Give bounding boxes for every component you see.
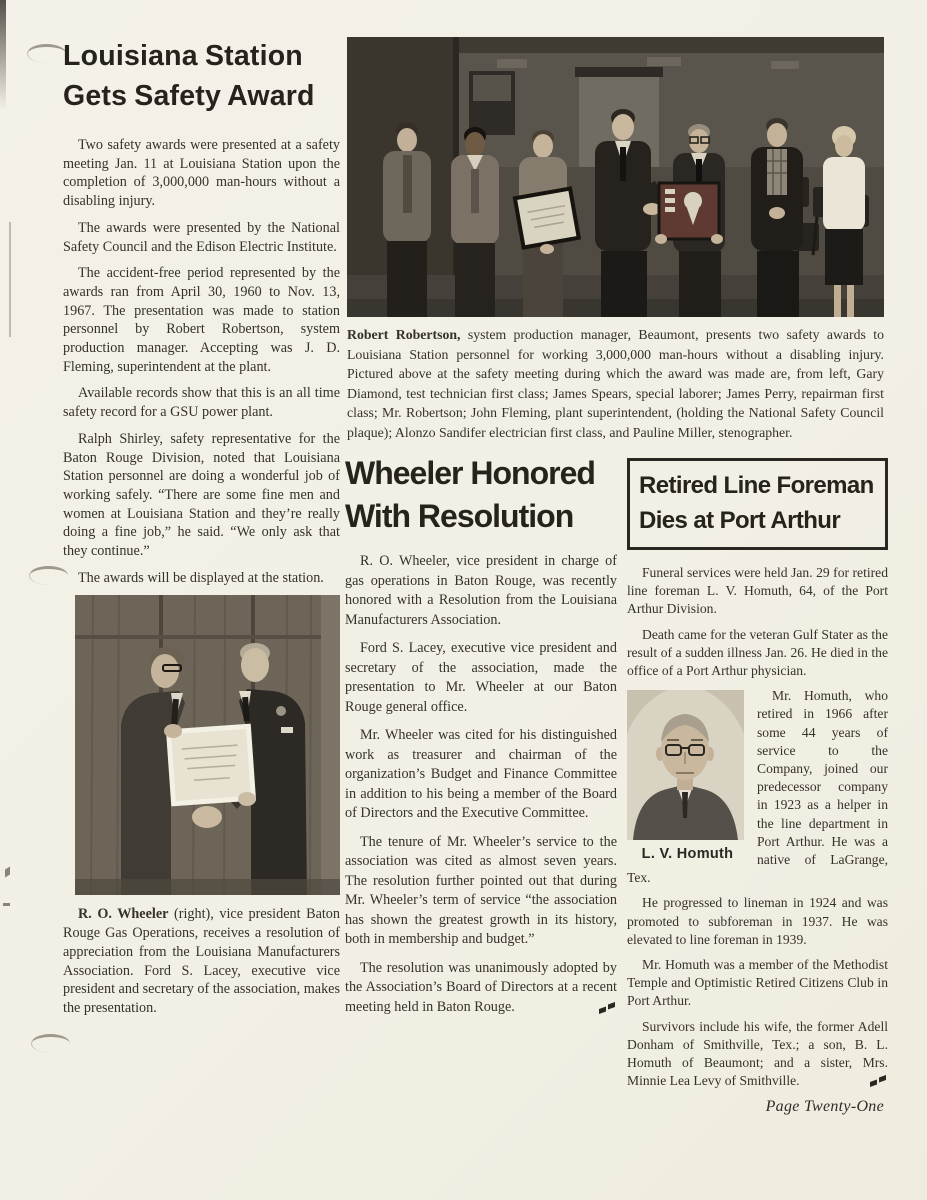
end-of-article-icon <box>584 1002 616 1014</box>
safety-meeting-illustration <box>347 37 884 317</box>
page-number: Page Twenty-One <box>765 1098 884 1115</box>
paragraph <box>345 959 617 1018</box>
homuth-article <box>627 458 888 1097</box>
person-6 <box>751 118 803 317</box>
scan-speck <box>3 903 10 906</box>
paragraph: The awards will be displayed at the station. <box>78 569 324 586</box>
homuth-portrait-caption: L. V. Homuth <box>641 846 734 863</box>
paragraph: R. O. Wheeler, vice president in charge of gas operations in Baton Rouge, was recently honored with a Resolution from the Louisiana Manufacturers Association. <box>345 553 617 628</box>
caption-lead: Robert Robertson, <box>347 327 461 342</box>
paragraph: Death came for the veteran Gulf Stater as the result of a sudden illness Jan. 26. He died in the office of a Port Arthur physician. <box>627 626 888 679</box>
headline-line-2: With Resolution <box>345 498 574 534</box>
paragraph: Ralph Shirley, safety representative for the Baton Rouge Division, noted that Louisiana Station personnel are doing a wonderful job of working safely. “There are some fine men and women at Louisiana Station and they’re really doing a fine job,” he said. “We only ask that they continue.” <box>63 430 340 560</box>
award-presentation-illustration <box>75 595 340 895</box>
safety-meeting-photo <box>347 37 884 317</box>
safety-meeting-photo-caption <box>347 325 884 443</box>
paragraph: He progressed to lineman in 1924 and was promoted to subforeman in 1937. He was elevated to line foreman in 1939. <box>627 895 888 947</box>
homuth-portrait-photo <box>627 690 744 840</box>
wheeler-headline <box>345 452 617 538</box>
scan-line-artifact <box>9 222 11 337</box>
headline-line-2: Dies at Port Arthur <box>639 507 841 534</box>
scan-speck <box>5 867 10 878</box>
paragraph: Mr. Homuth, who retired in 1966 after some 44 years of service to the Company, joined our predecessor company in 1923 as a helper in the line department in Port Arthur. He was a native of LaGrange, Tex. <box>627 688 888 886</box>
wheeler-article <box>345 452 617 1026</box>
paragraph: Mr. Wheeler was cited for his distinguished work as treasurer and chairman of the organization’s Budget and Finance Committee in addition to his being a member of the Board of Directors and the Executive Committee. <box>345 727 617 821</box>
award-photo-caption <box>63 905 340 1017</box>
paragraph: Mr. Homuth was a member of the Methodist Temple and Optimistic Retired Citizens Club in Port Arthur. <box>627 957 888 1009</box>
caption-text: (right), vice president Baton Rouge Gas Operations, receives a resolution of appreciation from the Louisiana Manufacturers Association. Ford S. Lacey, executive vice president and secretary of the association, makes the presentation. <box>63 906 340 1016</box>
scan-edge-smudge <box>0 0 6 110</box>
paragraph: The awards were presented by the National Safety Council and the Edison Electric Institute. <box>63 219 340 255</box>
paragraph-text: The resolution was unanimously adopted by the Association’s Board of Directors at a recent meeting held in Baton Rouge. <box>345 959 617 1015</box>
paragraph: The accident-free period represented by the awards ran from April 30, 1960 to Nov. 13, 1967. The presentation was made to station personnel by Robert Robertson, system production manager. Accepting was J. D. Fleming, superintendent at the plant. <box>63 265 340 375</box>
homuth-portrait-illustration <box>627 690 744 840</box>
headline-line-1: Louisiana Station <box>63 40 303 72</box>
caption-text: system production manager, Beaumont, presents two safety awards to Louisiana Station personnel for working 3,000,000 man-hours without a disabling injury. Pictured above at the safety meeting during which the award was made are, from left, Gary Diamond, test technician first class; James Spears, special laborer; James Perry, repairman first class; Mr. Robertson; John Fleming, plant superintendent, (holding the National Safety Council plaque); Alonzo Sandifer electrician first class, and Pauline Miller, stenographer. <box>347 327 884 440</box>
paragraph-text: Survivors include his wife, the former Adell Donham of Smithville, Tex.; a son, B. L. Homuth of Beaumont; and a sister, Mrs. Minnie Lea Levy of Smithville. <box>627 1018 888 1089</box>
ribbon-plaque <box>655 183 723 244</box>
hole-punch-icon <box>27 44 66 63</box>
headline-line-1: Retired Line Foreman <box>639 472 874 499</box>
paragraph: Funeral services were held Jan. 29 for retired line foreman L. V. Homuth, 64, of the Port Arthur Division. <box>627 565 888 617</box>
end-of-article-icon <box>855 1075 887 1087</box>
paragraph: The tenure of Mr. Wheeler’s service to the association was cited as almost seven years. The resolution further pointed out that during Mr. Wheeler’s term of service “the association has shown the greatest growth in its history, both in membership and budget.” <box>345 833 617 947</box>
homuth-headline <box>627 458 888 550</box>
certificate-plaque <box>515 189 579 248</box>
caption-lead: R. O. Wheeler <box>78 906 169 923</box>
certificate-frame <box>169 727 254 804</box>
headline-line-2: Gets Safety Award <box>63 80 315 112</box>
award-presentation-photo <box>75 595 340 895</box>
headline-line-1: Wheeler Honored <box>345 455 595 491</box>
safety-award-headline <box>63 36 340 116</box>
paragraph <box>627 1018 888 1091</box>
paragraph: Two safety awards were presented at a safety meeting Jan. 11 at Louisiana Station upon the completion of 3,000,000 man-hours without a disabling injury. <box>63 137 340 210</box>
safety-award-article <box>63 36 340 1026</box>
homuth-portrait-block <box>627 690 748 862</box>
hole-punch-icon <box>31 1034 70 1053</box>
paragraph: Available records show that this is an all time safety record for a GSU power plant. <box>63 385 340 421</box>
paragraph: Ford S. Lacey, executive vice president and secretary of the association, made the presentation to Mr. Wheeler at our Baton Rouge general office. <box>345 640 617 715</box>
